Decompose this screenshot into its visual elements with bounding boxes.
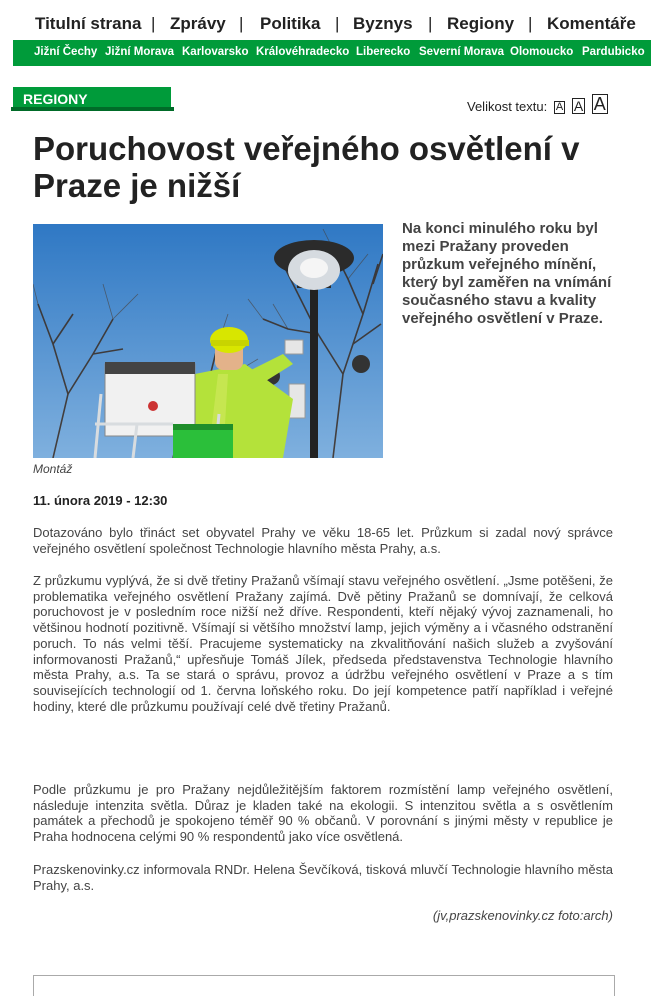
top-navigation: [0, 8, 651, 40]
subnav-jizni-cechy[interactable]: Jižní Čechy: [34, 46, 98, 58]
article-paragraph: Z průzkumu vyplývá, že si dvě třetiny Pražanů všímají stavu veřejného osvětlení. „Jsme potěšeni, že problematika veřejného osvětlení Pražany zajímá. Dvě pětiny Pražanů se domnívají, že celková poruchovost je v posledním roce nižší než dříve. Respondenti, kteří nějaký vývoj zaznamenali, ho většinou hodnotí pozitivně. Všímají si většího množství lamp, jejich výměny a i včasného odstranění poruch. To nás velmi těší. Pracujeme systematicky na zkvalitňování našich služeb a zvyšování informovanosti Pražanů,“ upřesňuje Tomáš Jílek, předseda představenstva Technologie hlavního města Prahy, a.s. Ta se stará o správu, provoz a údržbu veřejného osvětlení v Praze a s tím souvisejících technologií od 1. června loňského roku. Do její kompetence patří například i veřejné hodiny, které dle průzkumu používají celé dvě třetiny Pražanů.: [33, 573, 613, 714]
nav-titulni-strana[interactable]: Titulní strana: [35, 14, 142, 33]
nav-separator: |: [239, 14, 244, 33]
photo-lamp-maintenance: [33, 224, 383, 458]
nav-separator: |: [151, 14, 156, 33]
font-size-small-button[interactable]: A: [555, 101, 564, 113]
section-badge[interactable]: [13, 87, 171, 111]
subnav-kralovehradecko[interactable]: Královéhradecko: [256, 46, 350, 58]
subnav-olomoucko[interactable]: Olomoucko: [510, 46, 574, 58]
font-size-medium-button[interactable]: A: [573, 98, 584, 114]
nav-separator: |: [428, 14, 433, 33]
font-size-label: Velikost textu:: [467, 99, 548, 114]
article-date: 11. února 2019 - 12:30: [33, 493, 168, 508]
article-paragraph: Dotazováno bylo třináct set obyvatel Prahy ve věku 18-65 let. Průzkum si zadal nový správce veřejného osvětlení společnost Technologie hlavního města Prahy, a.s.: [33, 525, 613, 556]
nav-komentare[interactable]: Komentáře: [547, 14, 636, 33]
subnav-severni-morava[interactable]: Severní Morava: [419, 46, 505, 58]
article-paragraph: Podle průzkumu je pro Pražany nejdůležitějším faktorem rozmístění lamp veřejného osvětlení, následuje intenzita světla. Důraz je kladen také na ekologii. S intenzitou světla a s osvětlením památek a přechodů je spokojeno téměř 90 % občanů. V porovnání s jinými městy v republice je Praha hodnocena celými 90 % respondentů jako více osvětlená.: [33, 782, 613, 845]
article-title: Poruchovost veřejného osvětlení v Praze je nižší: [33, 130, 580, 204]
nav-separator: |: [528, 14, 533, 33]
subnav-jizni-morava[interactable]: Jižní Morava: [105, 46, 175, 58]
article-paragraph: Prazskenovinky.cz informovala RNDr. Helena Ševčíková, tisková mluvčí Technologie hlavního města Prahy, a.s.: [33, 862, 613, 893]
font-size-large-button[interactable]: A: [593, 94, 606, 114]
subnav-pardubicko[interactable]: Pardubicko: [582, 46, 645, 58]
photo-caption: Montáž: [33, 462, 73, 476]
font-size-control: [467, 94, 608, 114]
nav-separator: |: [335, 14, 340, 33]
nav-politika[interactable]: Politika: [260, 14, 321, 33]
article-perex: Na konci minulého roku byl mezi Pražany proveden průzkum veřejného mínění, který byl zaměřen na vnímání současného stavu a kvality veřejného osvětlení v Praze.: [402, 220, 612, 327]
nav-zpravy[interactable]: Zprávy: [170, 14, 226, 33]
section-badge-label: REGIONY: [23, 91, 88, 107]
article-credit: (jv,prazskenovinky.cz foto:arch): [432, 908, 613, 923]
bottom-content-box: [33, 975, 615, 996]
subnav-liberecko[interactable]: Liberecko: [356, 46, 411, 58]
section-badge-underline: [11, 107, 174, 111]
region-navigation: [13, 40, 651, 66]
article-photo: [33, 224, 383, 458]
nav-regiony[interactable]: Regiony: [447, 14, 515, 33]
nav-byznys[interactable]: Byznys: [353, 14, 413, 33]
subnav-karlovarsko[interactable]: Karlovarsko: [182, 46, 249, 58]
